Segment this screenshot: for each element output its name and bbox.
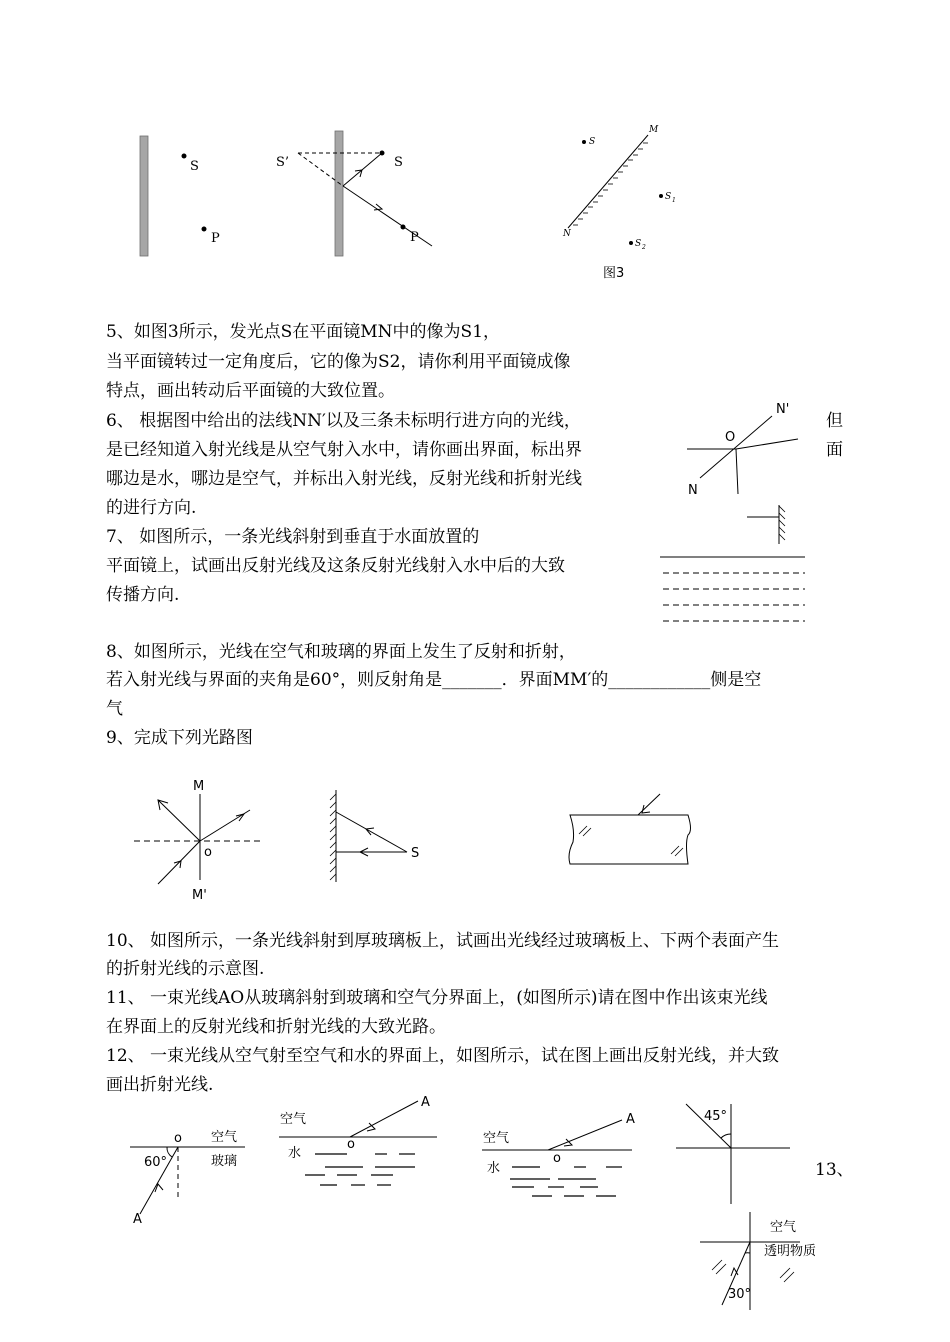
svg-text:2: 2 xyxy=(642,244,646,251)
mirror-figure-b xyxy=(270,128,440,260)
svg-text:S: S xyxy=(635,239,642,249)
svg-text:o: o xyxy=(204,845,212,860)
question-10-line-2: 的折射光线的示意图. xyxy=(106,959,265,979)
figure-3-caption: 图3 xyxy=(603,266,625,281)
svg-text:O: O xyxy=(725,430,736,445)
svg-text:N: N xyxy=(688,483,698,498)
svg-text:o: o xyxy=(347,1137,355,1152)
question-8-line-1: 8、如图所示，光线在空气和玻璃的界面上发生了反射和折射， xyxy=(106,642,576,662)
svg-text:A: A xyxy=(421,1095,430,1110)
svg-text:60°: 60° xyxy=(144,1155,168,1170)
svg-text:空气: 空气 xyxy=(770,1220,797,1235)
svg-text:M': M' xyxy=(192,888,207,903)
question-7-line-3: 传播方向. xyxy=(106,585,180,605)
svg-text:N': N' xyxy=(776,402,790,417)
question-12-line-1: 12、 一束光线从空气射至空气和水的界面上，如图所示，试在图上画出反射光线，并大致 xyxy=(106,1046,780,1066)
svg-text:水: 水 xyxy=(288,1146,302,1161)
question-6-figure xyxy=(680,398,810,498)
svg-text:S: S xyxy=(589,137,596,147)
question-5-line-1: 5、如图3所示，发光点S在平面镜MN中的像为S1， xyxy=(106,322,501,342)
question-8-line-2: 若入射光线与界面的夹角是60°，则反射角是_______．界面MM′的____________侧是空 xyxy=(106,670,762,690)
image-s-prime-label: S’ xyxy=(276,155,290,170)
question-11-figure xyxy=(125,1122,260,1227)
question-6-side-1: 但 xyxy=(826,411,843,431)
question-9-figure-b xyxy=(322,786,432,886)
question-6-line-1: 6、 根据图中给出的法线NN′以及三条未标明行进方向的光线， xyxy=(106,411,581,431)
question-11-line-1: 11、 一束光线AO从玻璃斜射到玻璃和空气分界面上，(如图所示)请在图中作出该束光线 xyxy=(106,988,768,1008)
question-6-line-4: 的进行方向. xyxy=(106,498,197,518)
question-9-figure-c xyxy=(562,788,702,868)
svg-text:S: S xyxy=(665,192,672,202)
svg-text:空气: 空气 xyxy=(483,1131,510,1146)
question-11-line-2: 在界面上的反射光线和折射光线的大致光路。 xyxy=(106,1017,446,1037)
question-12-figure-b xyxy=(480,1100,650,1200)
question-7-line-2: 平面镜上，试画出反射光线及这条反射光线射入水中后的大致 xyxy=(106,556,565,576)
svg-text:M: M xyxy=(649,125,659,135)
question-10-line-1: 10、 如图所示，一条光线斜射到厚玻璃板上，试画出光线经过玻璃板上、下两个表面产生 xyxy=(106,931,780,951)
mirror-figure-a xyxy=(130,128,240,260)
svg-text:S: S xyxy=(411,846,420,861)
question-13-number: 13、 xyxy=(815,1160,854,1180)
question-12-figure-a xyxy=(275,1095,445,1195)
question-7-line-1: 7、 如图所示，一条光线斜射到垂直于水面放置的 xyxy=(106,527,480,547)
point-s-label: S xyxy=(190,159,199,174)
question-9-figure-a xyxy=(130,776,270,906)
svg-text:透明物质: 透明物质 xyxy=(764,1244,817,1259)
question-7-figure xyxy=(655,500,815,630)
question-13-figure-a xyxy=(672,1100,797,1210)
svg-text:30°: 30° xyxy=(728,1287,752,1302)
svg-text:M: M xyxy=(193,779,205,794)
svg-text:45°: 45° xyxy=(704,1109,728,1124)
svg-text:空气: 空气 xyxy=(280,1112,307,1127)
svg-text:1: 1 xyxy=(672,197,676,204)
svg-text:水: 水 xyxy=(487,1161,501,1176)
svg-text:空气: 空气 xyxy=(211,1130,238,1145)
question-8-line-3: 气 xyxy=(106,699,123,719)
point-p-label: P xyxy=(211,231,220,246)
point-p-label: P xyxy=(410,230,419,245)
question-13-figure-b xyxy=(690,1210,835,1315)
figure-3 xyxy=(555,118,690,288)
point-s-label: S xyxy=(394,155,403,170)
svg-text:o: o xyxy=(174,1131,182,1146)
svg-text:玻璃: 玻璃 xyxy=(211,1154,238,1169)
question-12-line-2: 画出折射光线. xyxy=(106,1075,214,1095)
question-9-title: 9、完成下列光路图 xyxy=(106,728,253,748)
svg-text:N: N xyxy=(563,229,571,239)
question-6-line-3: 哪边是水，哪边是空气，并标出入射光线，反射光线和折射光线 xyxy=(106,469,582,489)
question-5-line-3: 特点，画出转动后平面镜的大致位置。 xyxy=(106,381,395,401)
svg-text:o: o xyxy=(553,1151,561,1166)
svg-text:A: A xyxy=(626,1112,635,1127)
question-6-line-2: 是已经知道入射光线是从空气射入水中，请你画出界面，标出界 xyxy=(106,440,582,460)
svg-text:A: A xyxy=(133,1212,142,1227)
question-6-side-2: 面 xyxy=(826,440,843,460)
question-5-line-2: 当平面镜转过一定角度后，它的像为S2，请你利用平面镜成像 xyxy=(106,352,571,372)
